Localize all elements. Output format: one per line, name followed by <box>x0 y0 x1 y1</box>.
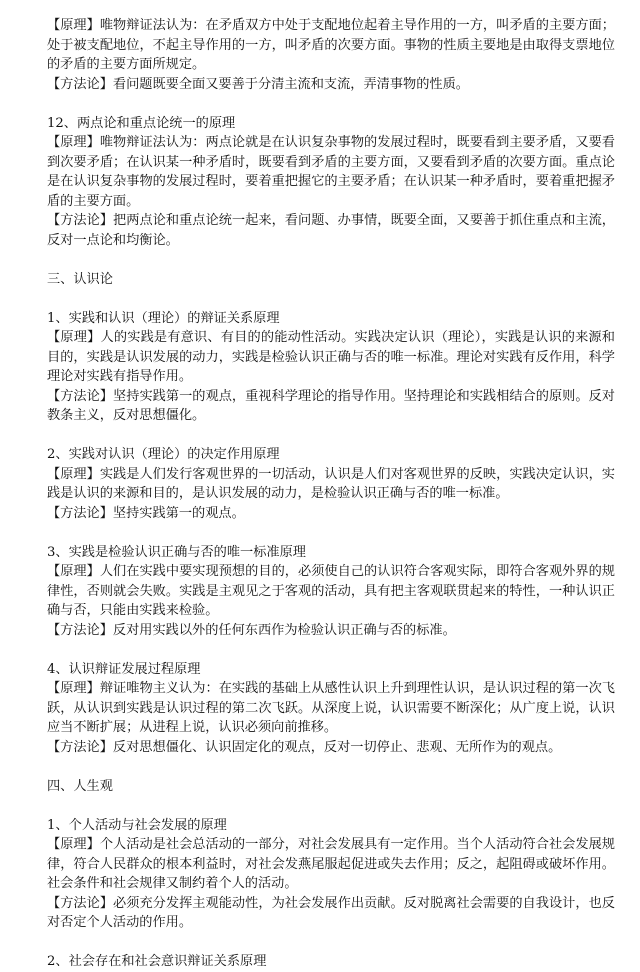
paragraph: 【原理】辩证唯物主义认为：在实践的基础上从感性认识上升到理性认识，是认识过程的第一次飞跃，从认识到实践是认识过程的第二次飞跃。从深度上说，认识需要不断深化；从广度上说，认识应当不断扩展；从进程上说，认识必须向前推移。 <box>47 681 615 735</box>
section-heading: 三、认识论 <box>47 271 113 287</box>
paragraph: 【原理】个人活动是社会总活动的一部分，对社会发展具有一定作用。当个人活动符合社会发展规律，符合人民群众的根本利益时，对社会发燕尾服起促进或失去作用；反之，起阻碍或破坏作用。社会条件和社会规律又制约着个人的活动。 <box>47 837 615 891</box>
blank-line <box>47 94 615 114</box>
paragraph: 【原理】实践是人们发行客观世界的一切活动，认识是人们对客观世界的反映，实践决定认识，实践是认识的来源和目的，是认识发展的动力，是检验认识正确与否的唯一标准。 <box>47 466 615 501</box>
blank-line <box>47 523 615 543</box>
paragraph: 【方法论】反对用实践以外的任何东西作为检验认识正确与否的标准。 <box>47 622 456 638</box>
blank-line <box>47 426 615 446</box>
section-heading: 1、实践和认识（理论）的辩证关系原理 <box>47 310 280 326</box>
blank-line <box>47 796 615 816</box>
paragraph: 【原理】人们在实践中要实现预想的目的，必须使自己的认识符合客观实际，即符合客观外界的规律性，否则就会失败。实践是主观见之于客观的活动，具有把主客观联贯起来的特性，一种认识正确与否，只能由实践来检验。 <box>47 564 615 618</box>
paragraph: 【方法论】坚持实践第一的观点，重视科学理论的指导作用。坚持理论和实践相结合的原则。反对教条主义，反对思想僵化。 <box>47 388 615 423</box>
section-heading: 4、认识辩证发展过程原理 <box>47 661 201 677</box>
section-heading: 1、个人活动与社会发展的原理 <box>47 817 227 833</box>
paragraph: 【原理】唯物辩证法认为：在矛盾双方中处于支配地位起着主导作用的一方，叫矛盾的主要方面；处于被支配地位，不起主导作用的一方，叫矛盾的次要方面。事物的性质主要地是由取得支票地位的矛盾的主要方面所规定。 <box>47 18 615 72</box>
paragraph: 【方法论】必须充分发挥主观能动性，为社会发展作出贡献。反对脱离社会需要的自我设计，也反对否定个人活动的作用。 <box>47 895 615 930</box>
blank-line <box>47 250 615 270</box>
section-heading: 四、人生观 <box>47 778 113 794</box>
section-heading: 2、社会存在和社会意识辩证关系原理 <box>47 954 267 969</box>
blank-line <box>47 640 615 660</box>
paragraph: 【方法论】反对思想僵化、认识固定化的观点，反对一切停止、悲观、无所作为的观点。 <box>47 739 562 755</box>
paragraph: 【原理】人的实践是有意识、有目的的能动性活动。实践决定认识（理论），实践是认识的来源和目的，实践是认识发展的动力，实践是检验认识正确与否的唯一标准。理论对实践有反作用，科学理论对实践有指导作用。 <box>47 330 615 384</box>
paragraph: 【方法论】看问题既要全面又要善于分清主流和支流，弄清事物的性质。 <box>47 76 469 92</box>
blank-line <box>47 289 615 309</box>
section-heading: 3、实践是检验认识正确与否的唯一标准原理 <box>47 544 306 560</box>
section-heading: 2、实践对认识（理论）的决定作用原理 <box>47 447 280 462</box>
paragraph: 【原理】唯物辩证法认为：两点论就是在认识复杂事物的发展过程时，既要看到主要矛盾，又要看到次要矛盾；在认识某一种矛盾时，既要看到矛盾的主要方面，又要看到矛盾的次要方面。重点论是在认识复杂事物的发展过程时，要着重把握它的主要矛盾；在认识某一种矛盾时，要着重把握矛盾的主要方面。 <box>47 135 615 209</box>
paragraph: 【方法论】把两点论和重点论统一起来，看问题、办事情，既要全面，又要善于抓住重点和主流，反对一点论和均衡论。 <box>47 213 615 248</box>
section-heading: 12、两点论和重点论统一的原理 <box>47 115 236 131</box>
paragraph: 【方法论】坚持实践第一的观点。 <box>47 505 245 521</box>
blank-line <box>47 933 615 953</box>
blank-line <box>47 757 615 777</box>
document-page <box>47 16 615 972</box>
